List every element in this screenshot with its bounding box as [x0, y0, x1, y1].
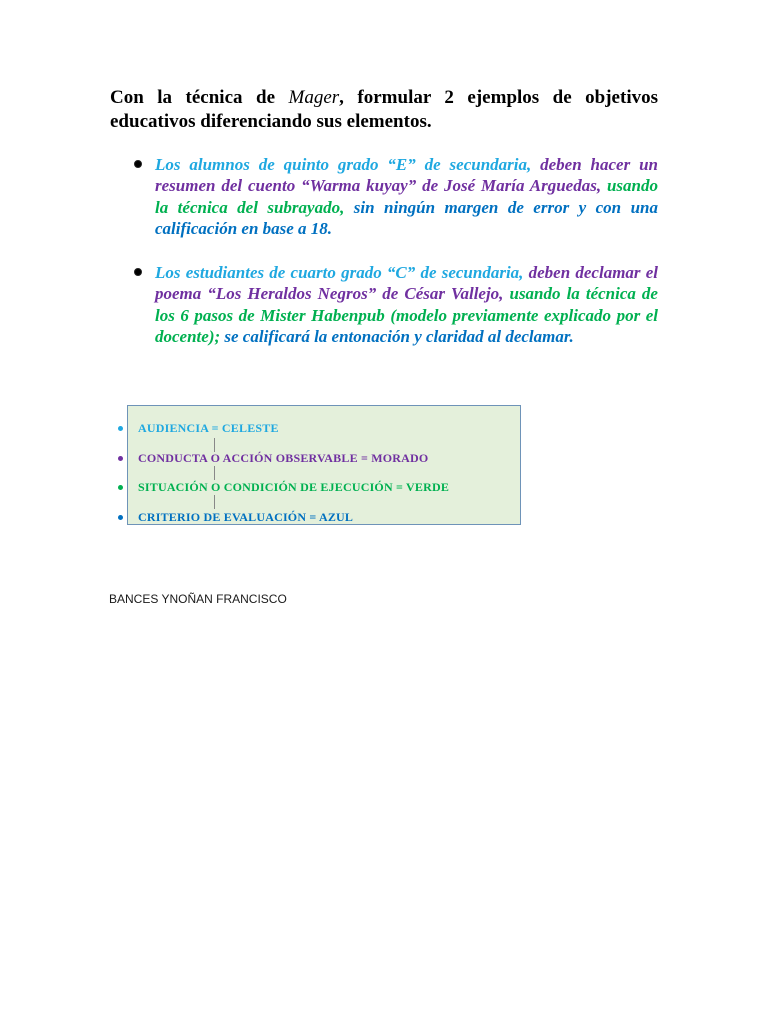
bullet-icon [118, 426, 123, 431]
example-2-audience: Los estudiantes de cuarto grado “C” de secundaria, [155, 263, 524, 282]
example-2-criterion: se calificará la entonación y claridad al declamar. [220, 326, 574, 346]
example-1-criterion: sin ningún margen de error y con una calificación en base a 18. [155, 197, 658, 238]
legend-label: CRITERIO DE EVALUACIÓN = AZUL [138, 509, 354, 524]
bullet-icon [118, 515, 123, 520]
example-item-1 [134, 154, 658, 239]
bullet-icon [118, 456, 123, 461]
author-name: BANCES YNOÑAN FRANCISCO [109, 592, 287, 606]
bullet-icon [118, 485, 123, 490]
legend-label: AUDIENCIA = CELESTE [138, 421, 279, 435]
legend-item-behavior [118, 448, 449, 478]
example-list-2 [134, 262, 658, 347]
title-mager: Mager [288, 87, 340, 108]
bullet-icon [134, 160, 142, 168]
legend-list [118, 418, 449, 536]
legend-label: SITUACIÓN O CONDICIÓN DE EJECUCIÓN = VERDE [138, 480, 450, 494]
example-1-audience: Los alumnos de quinto grado “E” de secundaria, [155, 155, 532, 174]
example-1-condition: usando la técnica del subrayado, [155, 176, 658, 217]
legend-label: CONDUCTA O ACCIÓN OBSERVABLE = MORADO [138, 450, 429, 465]
legend-item-audience [118, 418, 449, 448]
legend-item-condition [118, 477, 449, 507]
example-1-behavior: deben hacer un resumen del cuento “Warma kuyay” de José María Arguedas, [155, 155, 659, 196]
example-item-2 [134, 262, 658, 347]
title-part-3: , formular 2 ejemplos de objetivos educativos diferenciando sus elementos. [110, 87, 658, 132]
bullet-icon [134, 268, 142, 276]
example-2-condition: usando la técnica de los 6 pasos de Mister Habenpub (modelo previamente explicado por el docente); [155, 284, 658, 346]
example-list-1 [134, 154, 658, 239]
legend-item-criterion [118, 507, 449, 537]
example-2-behavior: deben declamar el poema “Los Heraldos Negros” de César Vallejo, [155, 263, 658, 304]
page-title [110, 86, 658, 134]
title-part-1: Con la técnica de [110, 87, 289, 108]
